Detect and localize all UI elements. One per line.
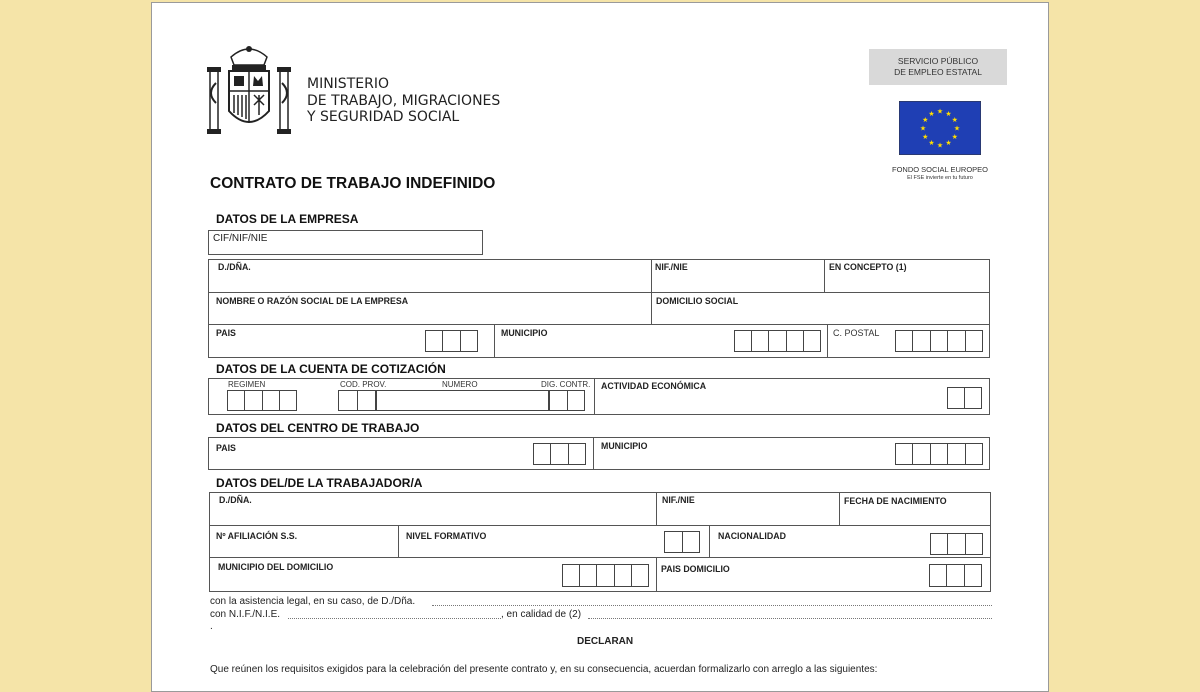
eu-star-icon: ★	[928, 110, 935, 118]
ministry-line-2: DE TRABAJO, MIGRACIONES	[307, 92, 501, 109]
fse-line-2: El FSE invierte en tu futuro	[907, 175, 973, 181]
empresa-nif-label: NIF./NIE	[655, 262, 688, 272]
centro-municipio-boxes[interactable]	[895, 443, 983, 465]
ministry-line-1: MINISTERIO	[307, 76, 389, 92]
actividad-label: ACTIVIDAD ECONÓMICA	[601, 381, 707, 391]
cotizacion-table	[208, 378, 990, 415]
empresa-cpostal-boxes[interactable]	[895, 330, 983, 352]
centro-table	[208, 437, 990, 470]
eu-star-icon: ★	[951, 134, 958, 141]
regimen-label: REGIMEN	[228, 380, 266, 389]
empresa-municipio-label: MUNICIPIO	[501, 328, 548, 338]
empresa-heading: DATOS DE LA EMPRESA	[216, 212, 359, 226]
eu-flag-icon	[899, 101, 981, 155]
nacionalidad-label: NACIONALIDAD	[718, 531, 786, 541]
empresa-table	[208, 259, 990, 358]
municipio-domicilio-label: MUNICIPIO DEL DOMICILIO	[218, 562, 334, 572]
eu-star-icon: ★	[936, 142, 944, 150]
pais-domicilio-boxes[interactable]	[929, 564, 982, 587]
sepe-line-2: DE EMPLEO ESTATAL	[894, 67, 982, 77]
empresa-nombre-label: NOMBRE O RAZÓN SOCIAL DE LA EMPRESA	[216, 296, 409, 306]
asistencia-dotted-line[interactable]	[432, 605, 992, 606]
centro-pais-label: PAIS	[216, 443, 236, 453]
municipio-domicilio-boxes[interactable]	[562, 564, 649, 587]
sepe-badge	[869, 49, 1007, 85]
document-title: CONTRATO DE TRABAJO INDEFINIDO	[210, 175, 496, 192]
regimen-boxes[interactable]	[227, 390, 297, 411]
eu-star-icon: ★	[953, 125, 961, 133]
digcontr-label: DIG. CONTR.	[541, 380, 591, 389]
empresa-cpostal-label: C. POSTAL	[833, 328, 880, 338]
eu-star-icon: ★	[922, 134, 929, 141]
fse-caption	[874, 165, 1006, 183]
centro-municipio-label: MUNICIPIO	[601, 441, 648, 451]
ministry-name	[307, 76, 500, 126]
requisitos-text: Que reúnen los requisitos exigidos para la celebración del presente contrato y, en su consecuencia, acuerdan formalizarlo con arreglo a las siguientes:	[210, 664, 878, 675]
en-calidad-text: , en calidad de (2)	[501, 609, 582, 620]
trabajador-nif-label: NIF./NIE	[662, 495, 695, 505]
numero-label: NUMERO	[442, 380, 478, 389]
nivel-formativo-label: NIVEL FORMATIVO	[406, 531, 487, 541]
centro-heading: DATOS DEL CENTRO DE TRABAJO	[216, 421, 420, 435]
empresa-pais-boxes[interactable]	[425, 330, 478, 352]
empresa-municipio-boxes[interactable]	[734, 330, 821, 352]
codprov-label: COD. PROV.	[340, 380, 387, 389]
codprov-boxes[interactable]	[338, 390, 376, 411]
eu-star-icon: ★	[951, 117, 958, 124]
calidad-dotted-line[interactable]	[588, 618, 992, 619]
nif-dotted-line[interactable]	[288, 618, 501, 619]
cif-field[interactable]	[208, 230, 483, 255]
actividad-boxes[interactable]	[947, 387, 982, 409]
sepe-line-1: SERVICIO PÚBLICO	[897, 56, 979, 66]
contract-form-page	[151, 2, 1049, 692]
empresa-pais-label: PAIS	[216, 328, 236, 338]
trabajador-heading: DATOS DEL/DE LA TRABAJADOR/A	[216, 476, 423, 490]
eu-star-icon: ★	[945, 140, 952, 148]
eu-star-icon: ★	[945, 110, 952, 118]
asistencia-text: con la asistencia legal, en su caso, de D./Dña.	[210, 596, 416, 607]
con-nif-text: con N.I.F./N.I.E.	[210, 609, 281, 620]
pais-domicilio-label: PAIS DOMICILIO	[661, 564, 730, 574]
fse-line-1: FONDO SOCIAL EUROPEO	[892, 165, 988, 174]
centro-pais-boxes[interactable]	[533, 443, 586, 465]
nacionalidad-boxes[interactable]	[930, 533, 983, 555]
eu-star-icon: ★	[919, 125, 927, 133]
cif-label: CIF/NIF/NIE	[213, 233, 268, 244]
fecha-nacimiento-label: FECHA DE NACIMIENTO	[844, 496, 947, 506]
numero-box[interactable]	[376, 390, 549, 411]
period-text: .	[210, 621, 213, 632]
eu-star-icon: ★	[936, 108, 944, 116]
afiliacion-label: Nº AFILIACIÓN S.S.	[216, 531, 298, 541]
empresa-dona-label: D./DÑA.	[218, 262, 251, 272]
declaran-heading: DECLARAN	[577, 636, 634, 647]
ministry-line-3: Y SEGURIDAD SOCIAL	[307, 109, 460, 125]
cotizacion-heading: DATOS DE LA CUENTA DE COTIZACIÓN	[216, 362, 446, 376]
eu-star-icon: ★	[922, 117, 929, 124]
digcontr-boxes[interactable]	[549, 390, 585, 411]
nivel-formativo-boxes[interactable]	[664, 531, 700, 553]
empresa-concepto-label: EN CONCEPTO (1)	[829, 262, 907, 272]
empresa-domicilio-label: DOMICILIO SOCIAL	[656, 296, 739, 306]
trabajador-dona-label: D./DÑA.	[219, 495, 252, 505]
coat-of-arms-icon	[204, 43, 294, 139]
eu-star-icon: ★	[928, 140, 935, 148]
